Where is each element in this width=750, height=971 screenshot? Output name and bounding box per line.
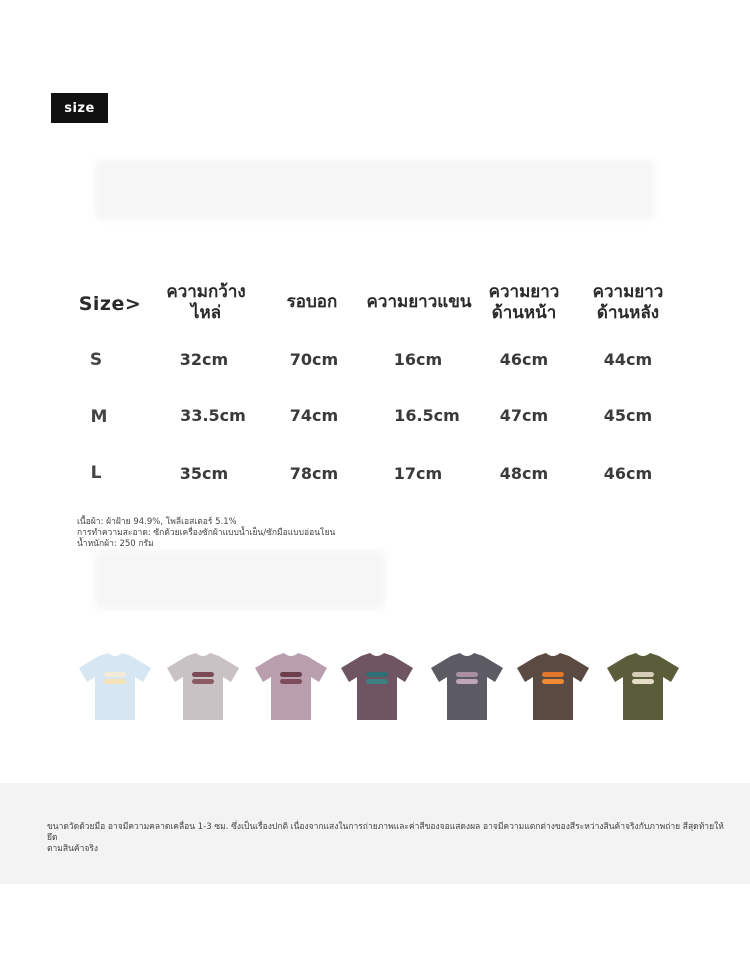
cell-sleeve: 17cm bbox=[393, 464, 443, 483]
cell-sleeve: 16.5cm bbox=[394, 406, 460, 425]
header-front-line1: ความยาว bbox=[488, 282, 560, 302]
disclaimer-line1: ขนาดวัดด้วยมือ อาจมีความคลาดเคลื่อน 1-3 ซม. ซึ่งเป็นเรื่องปกติ เนื่องจากแสงในการถ่ายภาพและค่าสีของจอแสดงผล อาจมีความแตกต่างของสีระหว่างสินค้าจริงกับภาพถ่าย สีสุดท้ายให้ยึด bbox=[47, 822, 724, 843]
row-size-label: S bbox=[89, 350, 103, 370]
cell-chest: 70cm bbox=[289, 350, 339, 369]
header-back bbox=[593, 282, 664, 324]
tshirt-swatch bbox=[253, 650, 329, 722]
tshirt-swatch bbox=[605, 650, 681, 722]
disclaimer-line2: ตามสินค้าจริง bbox=[47, 844, 99, 854]
tshirt-swatch bbox=[515, 650, 591, 722]
header-shoulder-line2: ไหล่ bbox=[190, 303, 222, 323]
fabric-info bbox=[77, 517, 335, 550]
header-size: Size> bbox=[78, 293, 142, 315]
faint-block bbox=[95, 550, 385, 610]
header-sleeve: ความยาวแขน bbox=[366, 292, 472, 312]
cell-front: 46cm bbox=[499, 350, 549, 369]
cell-shoulder: 35cm bbox=[179, 464, 229, 483]
disclaimer-text bbox=[47, 822, 727, 855]
tshirt-swatch bbox=[429, 650, 505, 722]
cell-back: 45cm bbox=[603, 406, 653, 425]
header-back-line1: ความยาว bbox=[592, 282, 664, 302]
cell-chest: 78cm bbox=[289, 464, 339, 483]
cell-chest: 74cm bbox=[289, 406, 339, 425]
row-size-label: L bbox=[90, 463, 102, 483]
header-shoulder bbox=[166, 282, 245, 324]
tshirt-swatch bbox=[339, 650, 415, 722]
faint-banner bbox=[95, 160, 655, 220]
cell-back: 44cm bbox=[603, 350, 653, 369]
fabric-weight: น้ำหนักผ้า: 250 กรัม bbox=[77, 539, 154, 549]
cell-front: 47cm bbox=[499, 406, 549, 425]
color-swatches bbox=[0, 650, 750, 730]
header-chest: รอบอก bbox=[286, 292, 338, 312]
header-front bbox=[489, 282, 560, 324]
cell-back: 46cm bbox=[603, 464, 653, 483]
tshirt-swatch bbox=[77, 650, 153, 722]
header-back-line2: ด้านหลัง bbox=[596, 303, 660, 323]
care-instructions: การทำความสะอาด: ซักด้วยเครื่องซักผ้าแบบน้ำเย็น/ซักมือแบบอ่อนโยน bbox=[77, 528, 336, 538]
row-size-label: M bbox=[90, 407, 108, 427]
fabric-composition: เนื้อผ้า: ผ้าฝ้าย 94.9%, โพลีเอสเตอร์ 5.1% bbox=[77, 517, 237, 527]
tshirt-swatch bbox=[165, 650, 241, 722]
size-badge: size bbox=[51, 93, 108, 123]
cell-shoulder: 33.5cm bbox=[180, 406, 246, 425]
cell-shoulder: 32cm bbox=[179, 350, 229, 369]
header-shoulder-line1: ความกว้าง bbox=[166, 282, 246, 302]
header-front-line2: ด้านหน้า bbox=[491, 303, 557, 323]
cell-front: 48cm bbox=[499, 464, 549, 483]
cell-sleeve: 16cm bbox=[393, 350, 443, 369]
